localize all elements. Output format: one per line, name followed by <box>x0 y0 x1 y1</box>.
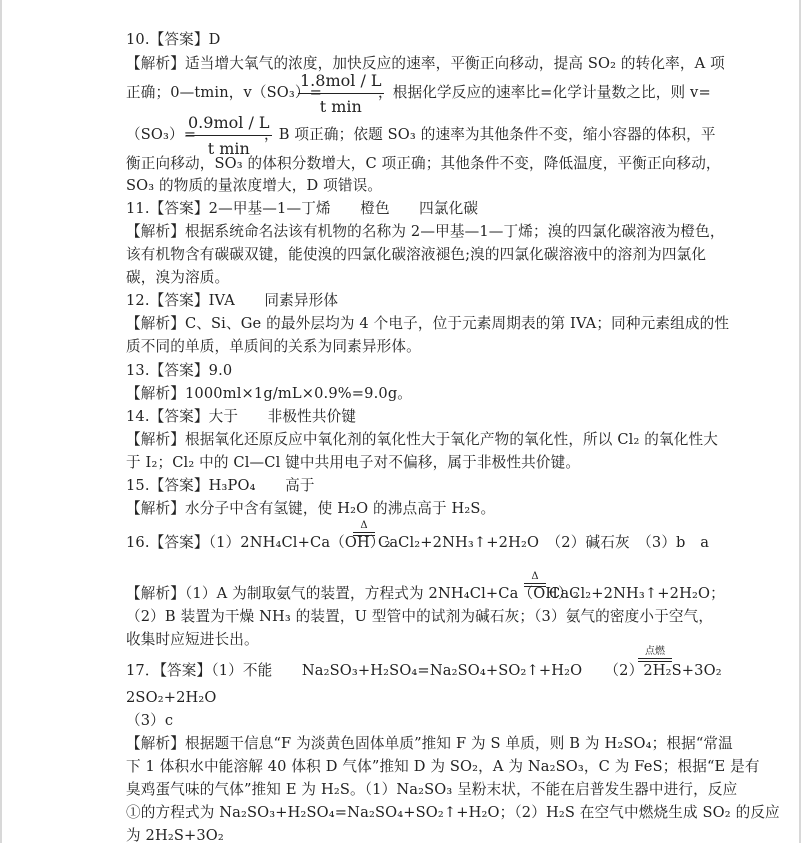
q11-analysis-line1: 【解析】根据系统命名法该有机物的名称为 2—甲基—1—丁烯；溴的四氯化碳溶液为橙色， <box>126 223 725 240</box>
q13-analysis: 【解析】1000ml×1g/mL×0.9%=9.0g。 <box>126 385 413 402</box>
heat-condition-mark <box>353 521 375 536</box>
q14-analysis-line1: 【解析】根据氧化还原反应中氧化剂的氧化性大于氧化产物的氧化性，所以 Cl₂ 的氧化性大 <box>126 431 718 448</box>
q14-answer: 14.【答案】大于 非极性共价键 <box>126 408 357 425</box>
q10-answer: 10.【答案】D <box>126 31 221 48</box>
q10-analysis-line5: SO₃ 的物质的量浓度增大，D 项错误。 <box>126 177 383 194</box>
q17-analysis-line5a: 为 2H₂S+3O₂ <box>126 827 224 844</box>
q10-analysis-line1: 【解析】适当增大氧气的浓度，加快反应的速率，平衡正向移动，提高 SO₂ 的转化率，A 项 <box>126 55 725 72</box>
q10-analysis-line3b: ，B 项正确；依题 SO₃ 的速率为其他条件不变，缩小容器的体积，平 <box>264 126 716 143</box>
equation-equal-bars <box>524 583 546 587</box>
q12-analysis-line1: 【解析】C、Si、Ge 的最外层均为 4 个电子，位于元素周期表的第 IVA；同种元素组成的性 <box>126 315 730 332</box>
q15-answer: 15.【答案】H₃PO₄ 高于 <box>126 477 315 494</box>
q16-analysis-line3: 收集时应短进长出。 <box>126 631 259 648</box>
q17-answer-line3: （3）c <box>126 712 174 729</box>
q11-answer: 11.【答案】2—甲基—1—丁烯 橙色 四氯化碳 <box>126 200 479 217</box>
q15-analysis: 【解析】水分子中含有氢键，使 H₂O 的沸点高于 H₂S。 <box>126 500 496 517</box>
heat-delta-symbol: Δ <box>531 571 539 582</box>
q10-analysis-line3a: （SO₃）= <box>126 126 197 143</box>
q10-analysis-line2a: 正确；0—tmin，v（SO₃）= <box>126 84 323 101</box>
rate-fraction-2 <box>186 113 272 158</box>
rate-fraction-1 <box>298 71 384 116</box>
q17-analysis-line4: ①的方程式为 Na₂SO₃+H₂SO₄=Na₂SO₄+SO₂↑+H₂O；（2）H₂S 在空气中燃烧生成 SO₂ 的反应 <box>126 804 780 821</box>
q16-answer-a: 16.【答案】（1）2NH₄Cl+Ca（OH）₂ <box>126 534 391 551</box>
q16-analysis-line1a: 【解析】（1）A 为制取氨气的装置，方程式为 2NH₄Cl+Ca（OH）₂ <box>126 585 579 602</box>
q17-analysis-line1: 【解析】根据题干信息“F 为淡黄色固体单质”推知 F 为 S 单质，则 B 为 H₂SO₄；根据“常温 <box>126 735 733 752</box>
ignite-condition-mark <box>638 647 672 662</box>
q17-analysis-line2: 下 1 体积水中能溶解 40 体积 D 气体”推知 D 为 SO₂，A 为 Na₂SO₃，C 为 FeS；根据“E 是有 <box>126 758 760 775</box>
q16-answer-b: CaCl₂+2NH₃↑+2H₂O （2）碱石灰 （3）b a <box>378 534 710 551</box>
q13-answer: 13.【答案】9.0 <box>126 362 233 379</box>
fraction-numerator: 1.8mol / L <box>298 71 384 94</box>
heat-condition-mark <box>524 572 546 587</box>
q17-answer-line2: 2SO₂+2H₂O <box>126 689 217 706</box>
equation-equal-bars <box>638 658 672 662</box>
q16-analysis-line1b: CaCl₂+2NH₃↑+2H₂O； <box>549 585 725 602</box>
q12-analysis-line2: 质不同的单质，单质间的关系为同素异形体。 <box>126 338 421 355</box>
ignite-label: 点燃 <box>645 646 665 657</box>
heat-delta-symbol: Δ <box>360 520 368 531</box>
q14-analysis-line2: 于 I₂；Cl₂ 中的 Cl—Cl 键中共用电子对不偏移，属于非极性共价键。 <box>126 454 581 471</box>
q11-analysis-line2: 该有机物含有碳碳双键，能使溴的四氯化碳溶液褪色;溴的四氯化碳溶液中的溶剂为四氯化 <box>126 246 707 263</box>
q17-answer-line1: 17．【答案】（1）不能 Na₂SO₃+H₂SO₄=Na₂SO₄+SO₂↑+H₂O （2）2H₂S+3O₂ <box>126 662 722 679</box>
q16-analysis-line2: （2）B 装置为干燥 NH₃ 的装置，U 型管中的试剂为碱石灰；（3）氨气的密度小于空气， <box>126 608 714 625</box>
q10-analysis-line2b: ，根据化学反应的速率比=化学计量数之比，则 v= <box>378 84 711 101</box>
fraction-numerator: 0.9mol / L <box>186 113 272 136</box>
q10-analysis-line4: 衡正向移动，SO₃ 的体积分数增大，C 项正确；其他条件不变，降低温度，平衡正向移动， <box>126 155 721 172</box>
equation-equal-bars <box>353 532 375 536</box>
q11-analysis-line3: 碳，溴为溶质。 <box>126 269 230 286</box>
fraction-denominator: t min <box>207 139 250 158</box>
fraction-denominator: t min <box>319 97 362 116</box>
q17-analysis-line3: 臭鸡蛋气味的气体”推知 E 为 H₂S。（1）Na₂SO₃ 呈粉末状，不能在启普发生器中进行，反应 <box>126 781 738 798</box>
q12-answer: 12.【答案】IVA 同素异形体 <box>126 292 339 309</box>
